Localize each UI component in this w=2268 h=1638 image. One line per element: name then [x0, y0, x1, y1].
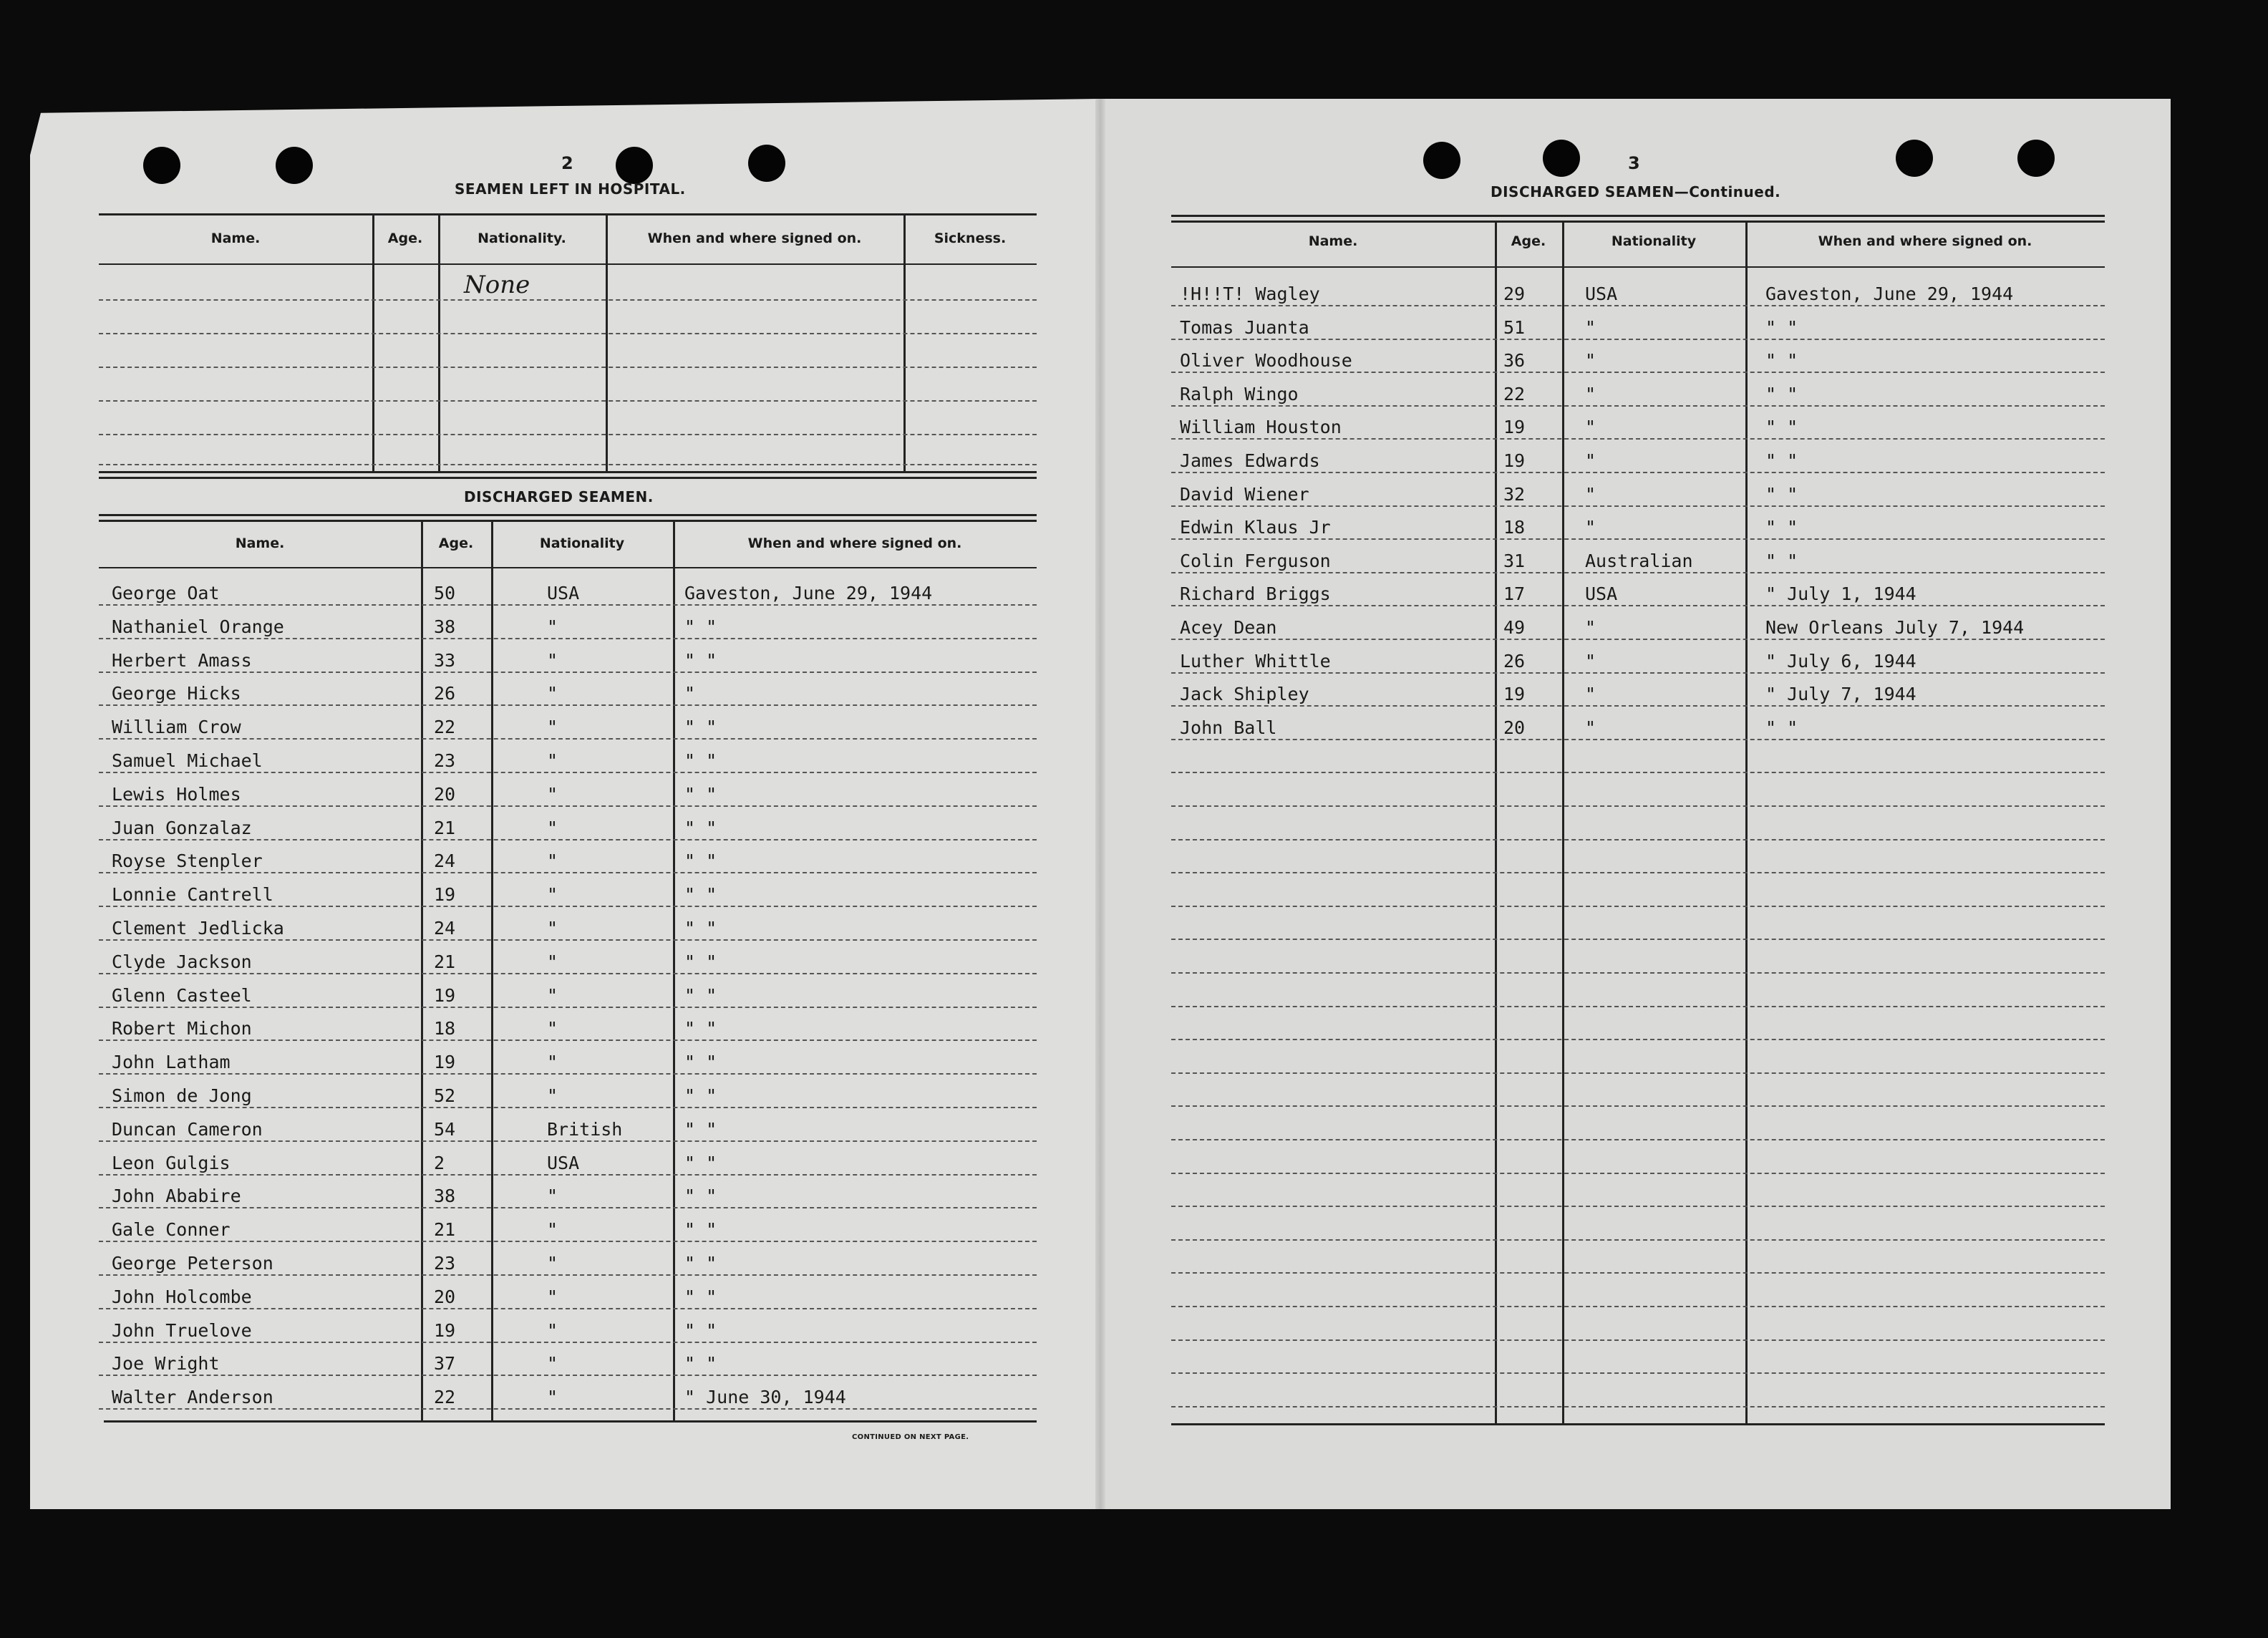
entry-line [99, 638, 1037, 639]
column-header-age: Age. [1511, 233, 1546, 249]
seaman-name: David Wiener [1180, 483, 1309, 505]
section-title-discharged-continued: DISCHARGED SEAMEN—Continued. [1491, 183, 1781, 200]
seaman-signed-on: " " [684, 1018, 717, 1040]
seaman-signed-on: " " [684, 1052, 717, 1073]
entry-line [99, 973, 1037, 974]
seaman-name: !H!!T! Wagley [1180, 284, 1320, 304]
column-header-signed-on: When and where signed on. [647, 231, 862, 246]
seaman-age: 49 [1503, 617, 1526, 638]
seaman-signed-on: " July 6, 1944 [1765, 650, 1916, 672]
punch-hole [1896, 140, 1933, 177]
entry-line [1171, 972, 2105, 974]
page-number: 2 [561, 153, 573, 173]
seaman-age: 22 [1503, 383, 1526, 404]
seaman-age: 31 [1503, 550, 1526, 571]
column-divider [673, 520, 675, 1420]
seaman-name: Joe Wright [112, 1353, 220, 1375]
entry-line [99, 1308, 1037, 1309]
seaman-signed-on: " " [1765, 383, 1798, 404]
table-rule [99, 471, 1037, 473]
column-divider [903, 213, 906, 471]
seaman-age: 19 [434, 1319, 456, 1341]
seaman-name: Samuel Michael [112, 750, 263, 771]
entry-line [99, 1140, 1037, 1142]
entry-line [1171, 605, 2105, 606]
seaman-signed-on: " July 1, 1944 [1765, 583, 1916, 605]
seaman-age: 18 [434, 1018, 456, 1040]
seaman-age: 33 [434, 649, 456, 671]
seaman-name: Oliver Woodhouse [1180, 350, 1352, 372]
seaman-name: Nathaniel Orange [112, 616, 284, 637]
section-title-hospital: SEAMEN LEFT IN HOSPITAL. [455, 180, 686, 198]
seaman-nationality: " [547, 1085, 558, 1106]
seaman-name: George Oat [112, 583, 220, 604]
seaman-signed-on: " " [684, 783, 717, 805]
seaman-nationality: " [547, 1018, 558, 1040]
entry-line [99, 434, 1037, 435]
entry-line [99, 1342, 1037, 1343]
seaman-name: John Truelove [112, 1319, 252, 1341]
seaman-nationality: USA [1585, 284, 1618, 304]
seaman-name: Colin Ferguson [1180, 550, 1331, 571]
seaman-signed-on: " " [684, 1353, 717, 1375]
seaman-signed-on: " " [684, 1085, 717, 1106]
table-rule [99, 514, 1037, 516]
entry-line [1171, 739, 2105, 740]
table-rule [1171, 266, 2105, 268]
seaman-signed-on: " " [684, 817, 717, 838]
seaman-name: Robert Michon [112, 1018, 252, 1040]
seaman-name: Edwin Klaus Jr [1180, 517, 1331, 538]
seaman-signed-on: " " [684, 1152, 717, 1173]
seaman-nationality: " [1585, 717, 1596, 738]
entry-line [99, 1073, 1037, 1075]
seaman-name: Clement Jedlicka [112, 918, 284, 939]
seaman-nationality: " [547, 683, 558, 704]
seaman-signed-on: " " [684, 1219, 717, 1241]
seaman-age: 2 [434, 1152, 445, 1173]
seaman-age: 20 [1503, 717, 1526, 738]
seaman-age: 24 [434, 918, 456, 939]
seaman-age: 19 [1503, 450, 1526, 471]
entry-line [99, 704, 1037, 706]
entry-line [1171, 538, 2105, 540]
column-header-nationality: Nationality [1611, 233, 1697, 249]
seaman-name: James Edwards [1180, 450, 1320, 471]
column-divider [606, 213, 608, 471]
seaman-name: George Peterson [112, 1253, 273, 1274]
seaman-nationality: " [547, 649, 558, 671]
seaman-nationality: " [547, 951, 558, 972]
seaman-signed-on: " " [684, 951, 717, 972]
seaman-signed-on: " " [1765, 450, 1798, 471]
entry-line [1171, 1372, 2105, 1374]
entry-line [1171, 906, 2105, 907]
entry-line [1171, 1072, 2105, 1074]
seaman-nationality: USA [547, 1152, 580, 1173]
seaman-name: Jack Shipley [1180, 684, 1309, 705]
seaman-name: Ralph Wingo [1180, 383, 1299, 404]
seaman-signed-on: " " [684, 884, 717, 906]
seaman-age: 22 [434, 1387, 456, 1408]
seaman-age: 21 [434, 951, 456, 972]
seaman-age: 21 [434, 817, 456, 838]
seaman-age: 38 [434, 616, 456, 637]
seaman-nationality: " [547, 850, 558, 872]
seaman-nationality: " [547, 817, 558, 838]
entry-line [1171, 505, 2105, 507]
entry-line [99, 464, 1037, 465]
seaman-signed-on: " June 30, 1944 [684, 1387, 846, 1408]
entry-line [1171, 1272, 2105, 1274]
seaman-age: 32 [1503, 483, 1526, 505]
entry-line [99, 1274, 1037, 1276]
seaman-nationality: " [547, 984, 558, 1006]
seaman-name: Luther Whittle [1180, 650, 1331, 672]
entry-line [1171, 705, 2105, 707]
seaman-signed-on: " " [684, 850, 717, 872]
entry-line [99, 805, 1037, 807]
entry-line [1171, 438, 2105, 440]
seaman-nationality: " [1585, 684, 1596, 705]
seaman-signed-on: " " [684, 1253, 717, 1274]
seaman-nationality: " [547, 884, 558, 906]
seaman-signed-on: " " [684, 984, 717, 1006]
entry-line [99, 1408, 1037, 1410]
seaman-age: 51 [1503, 316, 1526, 338]
punch-hole [276, 147, 313, 184]
seaman-nationality: " [547, 1353, 558, 1375]
seaman-signed-on: " July 7, 1944 [1765, 684, 1916, 705]
column-header-age: Age. [438, 536, 474, 551]
seaman-name: Walter Anderson [112, 1387, 273, 1408]
seaman-age: 26 [1503, 650, 1526, 672]
seaman-nationality: " [547, 1186, 558, 1207]
entry-line [99, 772, 1037, 773]
table-rule [99, 213, 1037, 215]
seaman-age: 19 [434, 984, 456, 1006]
entry-line [1171, 405, 2105, 407]
seaman-signed-on: " [684, 683, 696, 704]
column-divider [372, 213, 374, 471]
seaman-name: John Ball [1180, 717, 1277, 738]
seaman-name: Richard Briggs [1180, 583, 1331, 605]
table-rule [104, 1420, 1037, 1423]
section-title-discharged: DISCHARGED SEAMEN. [464, 488, 654, 505]
seaman-age: 23 [434, 1253, 456, 1274]
seaman-signed-on: " " [684, 918, 717, 939]
seaman-age: 21 [434, 1219, 456, 1241]
seaman-age: 19 [1503, 684, 1526, 705]
seaman-nationality: British [547, 1118, 623, 1140]
seaman-nationality: " [1585, 316, 1596, 338]
table-rule [99, 520, 1037, 522]
entry-line [99, 872, 1037, 873]
seaman-nationality: " [547, 1319, 558, 1341]
table-rule [99, 567, 1037, 568]
entry-line [99, 1007, 1037, 1008]
column-header-name: Name. [1308, 233, 1358, 249]
table-rule [1171, 220, 2105, 223]
seaman-signed-on: " " [1765, 350, 1798, 372]
column-header-nationality: Nationality. [478, 231, 566, 246]
entry-line [99, 1174, 1037, 1176]
column-divider [438, 213, 440, 471]
seaman-name: John Latham [112, 1052, 231, 1073]
seaman-nationality: " [547, 1052, 558, 1073]
seaman-age: 19 [434, 884, 456, 906]
seaman-signed-on: " " [684, 717, 717, 738]
entry-line [1171, 1206, 2105, 1207]
column-header-signed-on: When and where signed on. [1818, 233, 2032, 249]
seaman-name: Acey Dean [1180, 617, 1277, 638]
page-number: 3 [1628, 153, 1640, 173]
entry-line [1171, 372, 2105, 373]
column-header-nationality: Nationality [539, 536, 625, 551]
seaman-nationality: Australian [1585, 550, 1693, 571]
punch-hole [748, 145, 785, 182]
seaman-nationality: " [1585, 517, 1596, 538]
seaman-nationality: " [1585, 483, 1596, 505]
seaman-signed-on: " " [684, 1118, 717, 1140]
entry-line [1171, 339, 2105, 340]
seaman-nationality: " [1585, 350, 1596, 372]
seaman-nationality: " [547, 616, 558, 637]
column-divider [1562, 220, 1564, 1423]
entry-line [99, 400, 1037, 402]
seaman-nationality: " [547, 717, 558, 738]
entry-line [99, 672, 1037, 673]
seaman-name: Lewis Holmes [112, 783, 241, 805]
entry-line [1171, 1306, 2105, 1307]
entry-line [99, 1375, 1037, 1376]
entry-line [1171, 1173, 2105, 1174]
column-divider [1495, 220, 1497, 1423]
entry-line [1171, 1039, 2105, 1040]
entry-line [99, 906, 1037, 907]
punch-hole [616, 147, 653, 184]
seaman-name: Juan Gonzalaz [112, 817, 252, 838]
seaman-nationality: " [1585, 450, 1596, 471]
seaman-age: 36 [1503, 350, 1526, 372]
seaman-age: 24 [434, 850, 456, 872]
seaman-age: 50 [434, 583, 456, 604]
seaman-nationality: " [547, 918, 558, 939]
seaman-age: 54 [434, 1118, 456, 1140]
seaman-age: 19 [434, 1052, 456, 1073]
seaman-nationality: " [547, 1219, 558, 1241]
seaman-name: William Crow [112, 717, 241, 738]
entry-line [99, 1107, 1037, 1108]
seaman-signed-on: " " [684, 750, 717, 771]
seaman-signed-on: " " [684, 1286, 717, 1307]
seaman-age: 29 [1503, 284, 1526, 304]
entry-line [1171, 1339, 2105, 1341]
seaman-signed-on: " " [1765, 550, 1798, 571]
seaman-signed-on: " " [1765, 517, 1798, 538]
entry-line [1171, 672, 2105, 674]
entry-line [1171, 939, 2105, 940]
seaman-signed-on: " " [684, 649, 717, 671]
punch-hole [1543, 140, 1580, 177]
entry-line [99, 738, 1037, 740]
continued-note: CONTINUED ON NEXT PAGE. [852, 1433, 969, 1441]
entry-line [99, 299, 1037, 301]
entry-line [99, 839, 1037, 840]
seaman-nationality: USA [1585, 583, 1618, 605]
entry-line [1171, 1006, 2105, 1007]
seaman-signed-on: " " [684, 1319, 717, 1341]
entry-line [1171, 639, 2105, 640]
seaman-age: 20 [434, 783, 456, 805]
entry-line [1171, 805, 2105, 807]
entry-line [99, 939, 1037, 941]
punch-hole [143, 147, 180, 184]
seaman-signed-on: " " [1765, 717, 1798, 738]
seaman-name: Leon Gulgis [112, 1152, 231, 1173]
seaman-nationality: " [547, 1286, 558, 1307]
column-header-age: Age. [387, 231, 423, 246]
entry-line [99, 1207, 1037, 1208]
seaman-nationality: " [1585, 617, 1596, 638]
seaman-age: 22 [434, 717, 456, 738]
handwritten-none: None [464, 271, 530, 299]
seaman-nationality: " [1585, 383, 1596, 404]
seaman-name: Simon de Jong [112, 1085, 252, 1106]
entry-line [1171, 839, 2105, 840]
seaman-age: 17 [1503, 583, 1526, 605]
seaman-signed-on: " " [1765, 483, 1798, 505]
column-header-name: Name. [210, 231, 261, 246]
seaman-age: 18 [1503, 517, 1526, 538]
table-rule [99, 263, 1037, 265]
column-header-sickness: Sickness. [934, 231, 1007, 246]
page-fold [1095, 99, 1105, 1509]
column-header-name: Name. [235, 536, 285, 551]
seaman-name: William Houston [1180, 417, 1342, 438]
seaman-name: Clyde Jackson [112, 951, 252, 972]
entry-line [1171, 1105, 2105, 1107]
seaman-name: John Ababire [112, 1186, 241, 1207]
entry-line [1171, 872, 2105, 873]
seaman-age: 52 [434, 1085, 456, 1106]
entry-line [1171, 305, 2105, 306]
table-rule [1171, 215, 2105, 217]
seaman-name: Glenn Casteel [112, 984, 252, 1006]
column-divider [421, 520, 423, 1420]
punch-hole [2017, 140, 2055, 177]
table-rule [1171, 1423, 2105, 1425]
seaman-name: Herbert Amass [112, 649, 252, 671]
entry-line [1171, 472, 2105, 473]
seaman-name: George Hicks [112, 683, 241, 704]
seaman-signed-on: " " [1765, 316, 1798, 338]
seaman-nationality: " [547, 1253, 558, 1274]
seaman-age: 37 [434, 1353, 456, 1375]
seaman-age: 20 [434, 1286, 456, 1307]
seaman-nationality: USA [547, 583, 580, 604]
seaman-nationality: " [547, 750, 558, 771]
seaman-signed-on: New Orleans July 7, 1944 [1765, 617, 2025, 638]
seaman-nationality: " [1585, 650, 1596, 672]
column-header-signed-on: When and where signed on. [747, 536, 962, 551]
seaman-nationality: " [1585, 417, 1596, 438]
table-rule [99, 477, 1037, 479]
entry-line [99, 604, 1037, 606]
column-divider [1745, 220, 1748, 1423]
entry-line [99, 1040, 1037, 1041]
seaman-signed-on: " " [684, 616, 717, 637]
seaman-name: Duncan Cameron [112, 1118, 263, 1140]
entry-line [99, 1241, 1037, 1242]
seaman-name: Tomas Juanta [1180, 316, 1309, 338]
entry-line [1171, 1406, 2105, 1407]
seaman-age: 38 [434, 1186, 456, 1207]
seaman-age: 26 [434, 683, 456, 704]
entry-line [99, 367, 1037, 368]
seaman-nationality: " [547, 1387, 558, 1408]
seaman-age: 23 [434, 750, 456, 771]
seaman-name: Gale Conner [112, 1219, 231, 1241]
entry-line [99, 333, 1037, 334]
seaman-nationality: " [547, 783, 558, 805]
seaman-signed-on: " " [684, 1186, 717, 1207]
seaman-name: Lonnie Cantrell [112, 884, 273, 906]
seaman-signed-on: Gaveston, June 29, 1944 [1765, 284, 2014, 304]
entry-line [1171, 772, 2105, 773]
seaman-age: 19 [1503, 417, 1526, 438]
column-divider [491, 520, 493, 1420]
seaman-name: John Holcombe [112, 1286, 252, 1307]
seaman-name: Royse Stenpler [112, 850, 263, 872]
seaman-signed-on: Gaveston, June 29, 1944 [684, 583, 933, 604]
punch-hole [1423, 142, 1460, 179]
right-page [1100, 99, 2171, 1509]
entry-line [1171, 1139, 2105, 1140]
entry-line [1171, 572, 2105, 573]
seaman-signed-on: " " [1765, 417, 1798, 438]
entry-line [1171, 1239, 2105, 1241]
